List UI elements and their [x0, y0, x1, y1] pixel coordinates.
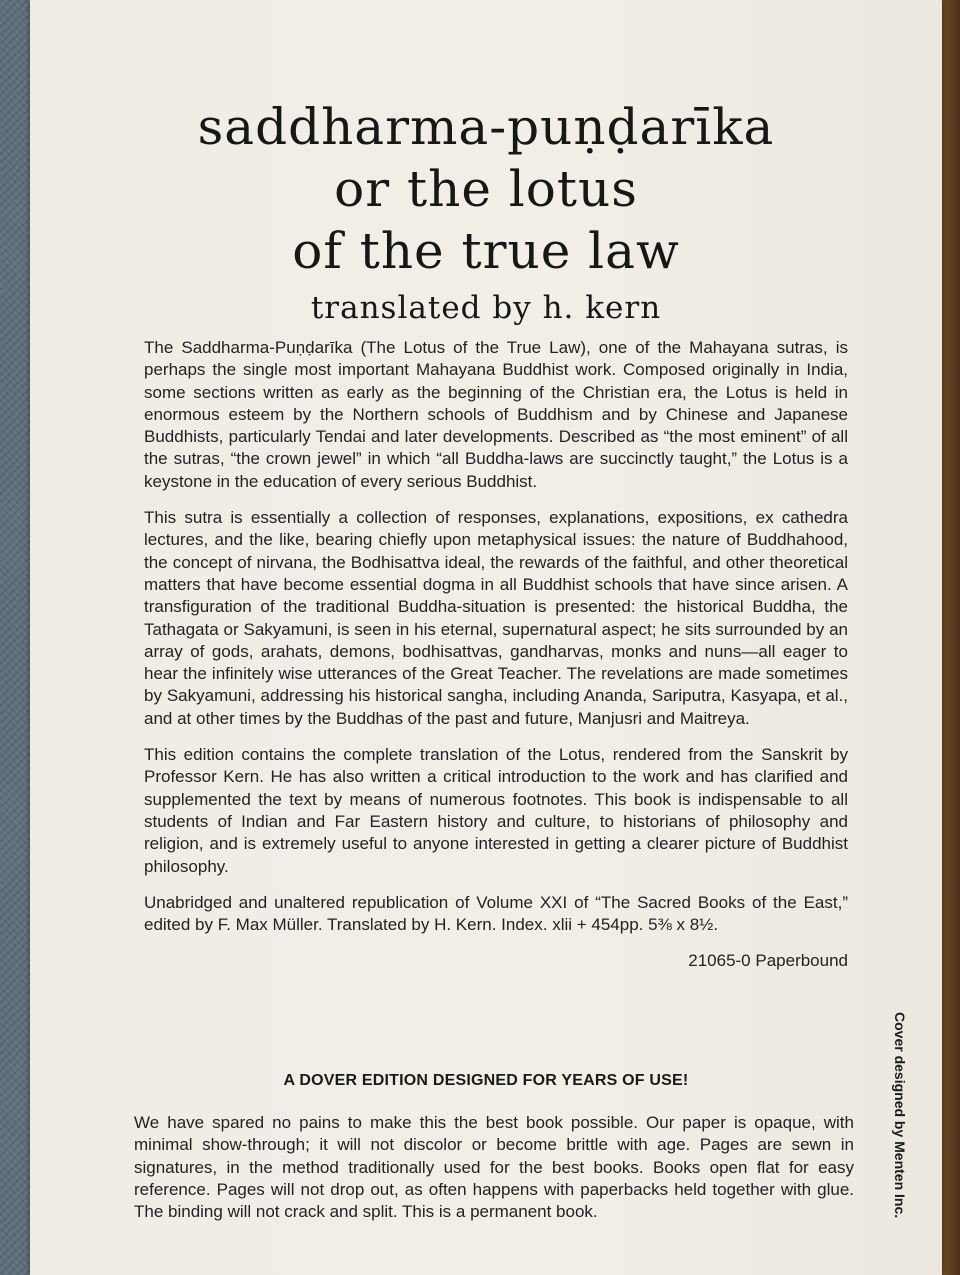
paragraph-sutra: This sutra is essentially a collection of responses, explanations, expositions, ex cathedra lectures, and the like, bearing chiefly upon metaphysical issues: the nature of Buddhahood, the concept of nirvana, the Bodhisattva ideal, the rewards of the faithful, and other theoretical matters that have become essential dogma in all Buddhist schools that have since arisen. A transfiguration of the traditional Buddha-situation is presented: the historical Buddha, the Tathagata or Sakyamuni, is seen in his eternal, supernatural aspect; he sits surrounded by an array of gods, arahats, demons, bodhisattvas, gandharvas, monks and nuns—all eager to hear the infinitely wise utterances of the Great Teacher. The revelations are made sometimes by Sakyamuni, addressing his historical sangha, including Ananda, Sariputra, Kasyapa, et al., and at other times by the Buddhas of the past and future, Manjusri and Maitreya. — [144, 508, 848, 728]
title-line-3: of the true law — [292, 222, 680, 280]
paragraph-publication: Unabridged and unaltered republication of Volume XXI of “The Sacred Books of the East,” edited by F. Max Müller. Translated by H. Kern. Index. xlii + 454pp. 5⅜ x 8½. — [144, 892, 848, 935]
cover-credit: Cover designed by Menten Inc. — [892, 1012, 908, 1219]
translator-subtitle: translated by h. kern — [310, 290, 662, 326]
paragraph-intro: The Saddharma-Puṇḍarīka (The Lotus of the True Law), one of the Mahayana sutras, is perhaps the single most important Mahayana Buddhist work. Composed originally in India, some sections written as early as the beginning of the Christian era, the Lotus is held in enormous esteem by the Northern schools of Buddhism and by Chinese and Japanese Buddhists, particularly Tendai and later developments. Described as “the most eminent” of all the sutras, “the crown jewel” in which “all Buddha-laws are succinctly taught,” the Lotus is a keystone in the education of every serious Buddhist. — [144, 338, 848, 491]
dover-heading: A DOVER EDITION DESIGNED FOR YEARS OF USE! — [283, 1072, 689, 1089]
description — [144, 337, 848, 987]
title-line-2: or the lotus — [334, 160, 638, 218]
paragraph-edition: This edition contains the complete translation of the Lotus, rendered from the Sanskrit by Professor Kern. He has also written a critical introduction to the work and has clarified and supplemented the text by means of numerous footnotes. This book is indispensable to all students of Indian and Far Eastern history and culture, to historians of philosophy and religion, and is extremely useful to anyone interested in getting a clearer picture of Buddhist philosophy. — [144, 745, 848, 876]
title-block — [30, 96, 942, 330]
catalog-number: 21065-0 Paperbound — [688, 951, 848, 971]
dover-quality-statement: We have spared no pains to make this the best book possible. Our paper is opaque, with minimal show-through; it will not discolor or become brittle with age. Pages are sewn in signatures, in the method traditionally used for the best books. Books open flat for easy reference. Pages will not drop out, as often happens with paperbacks held together with glue. The binding will not crack and split. This is a permanent book. — [134, 1113, 854, 1222]
back-cover — [30, 0, 942, 1275]
title-line-1: saddharma-puṇḍarīka — [197, 98, 775, 156]
